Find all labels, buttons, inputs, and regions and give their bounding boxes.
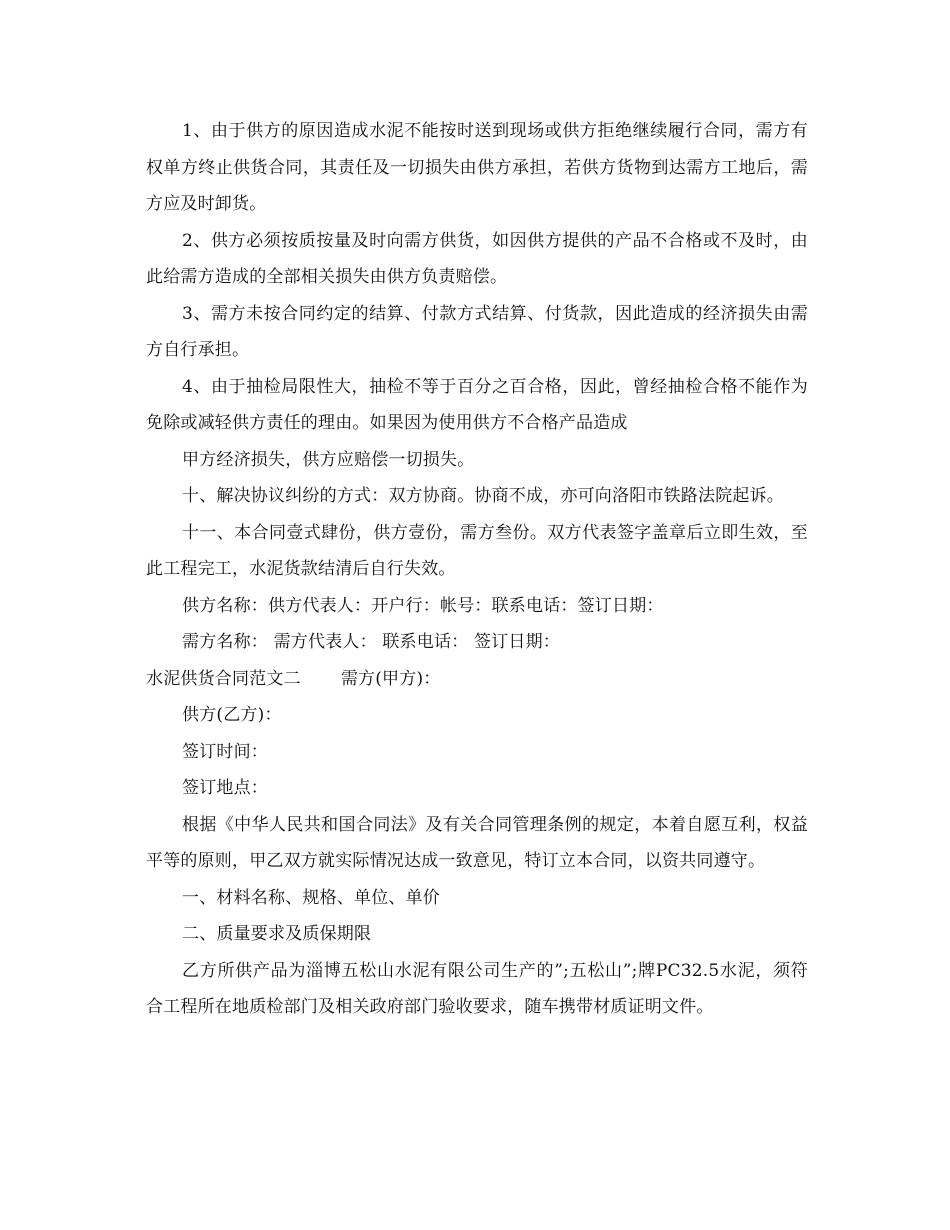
supplier-party-label: 供方(乙方)： — [182, 705, 282, 725]
section-heading-quality: 二、质量要求及质保期限 — [182, 924, 372, 944]
paragraph-clause-2: 2、供方必须按质按量及时向需方供货，如因供方提供的产品不合格或不及时，由此给需方造成的全部相关损失由供方负责赔偿。 — [146, 230, 808, 287]
paragraph-clause-4-continued: 甲方经济损失，供方应赔偿一切损失。 — [182, 449, 475, 470]
paragraph-buyer-signature: 需方名称： 需方代表人： 联系电话： 签订日期： — [182, 632, 561, 652]
paragraph-dispute-resolution: 十、解决协议纠纷的方式：双方协商。协商不成，亦可向洛阳市铁路法院起诉。 — [182, 486, 784, 506]
buyer-party-label: 需方(甲方)： — [340, 668, 441, 689]
document-body — [146, 113, 808, 1026]
contract-title: 水泥供货合同范文二 — [146, 668, 301, 689]
signing-place-label: 签订地点： — [182, 778, 268, 798]
paragraph-clause-3: 3、需方未按合同约定的结算、付款方式结算、付货款，因此造成的经济损失由需方自行承担。 — [146, 303, 808, 360]
contract-title-line — [146, 661, 808, 698]
paragraph-product-spec: 乙方所供产品为淄博五松山水泥有限公司生产的”;五松山”;牌PC32.5水泥，须符合工程所在地质检部门及相关政府部门验收要求，随车携带材质证明文件。 — [146, 960, 808, 1017]
paragraph-clause-1: 1、由于供方的原因造成水泥不能按时送到现场或供方拒绝继续履行合同，需方有权单方终止供货合同，其责任及一切损失由供方承担，若供方货物到达需方工地后，需方应及时卸货。 — [146, 121, 808, 214]
paragraph-supplier-signature: 供方名称：供方代表人：开户行：帐号：联系电话：签订日期： — [182, 595, 664, 616]
paragraph-clause-4: 4、由于抽检局限性大，抽检不等于百分之百合格，因此，曾经抽检合格不能作为免除或减轻供方责任的理由。如果因为使用供方不合格产品造成 — [146, 376, 808, 433]
paragraph-copies-validity: 十一、本合同壹式肆份，供方壹份，需方叁份。双方代表签字盖章后立即生效，至此工程完工，水泥货款结清后自行失效。 — [146, 522, 808, 579]
signing-time-label: 签订时间： — [182, 741, 268, 762]
paragraph-preamble: 根据《中华人民共和国合同法》及有关合同管理条例的规定，本着自愿互利，权益平等的原则，甲乙双方就实际情况达成一致意见，特订立本合同，以资共同遵守。 — [146, 814, 808, 871]
section-heading-materials: 一、材料名称、规格、单位、单价 — [182, 887, 440, 908]
